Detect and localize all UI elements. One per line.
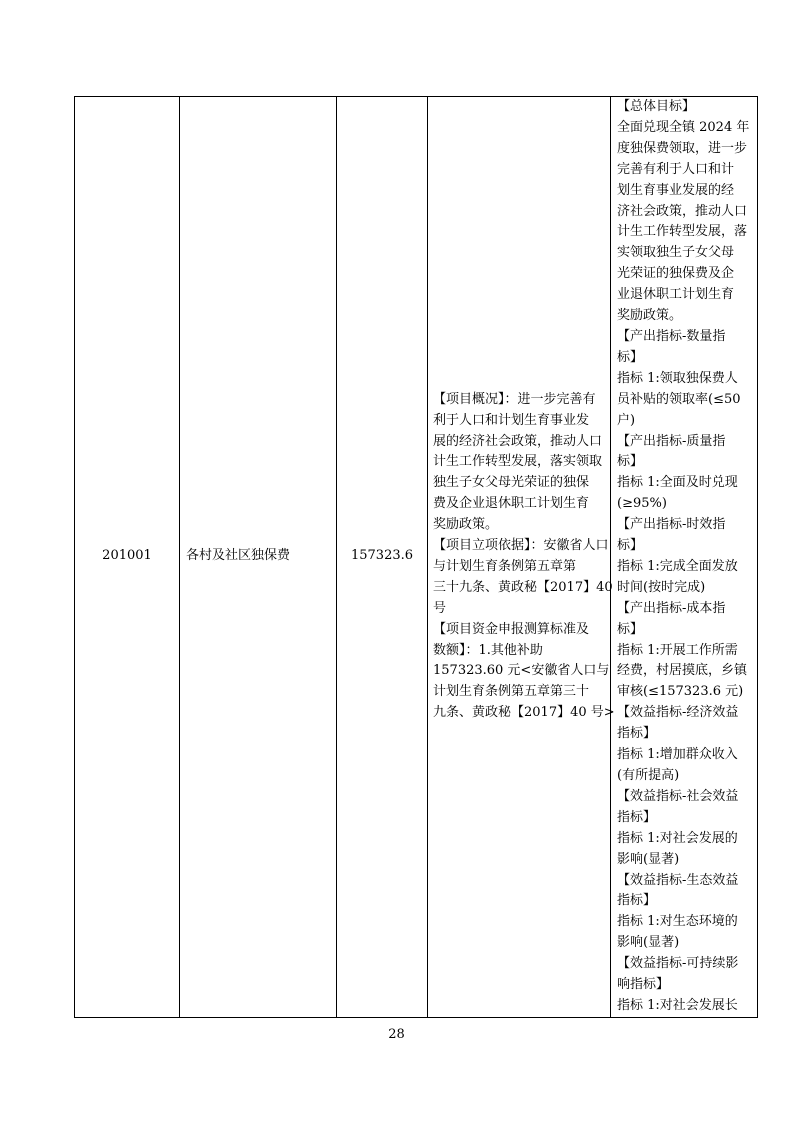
overview-line: 【项目立项依据】：安徽省人口 <box>433 538 609 554</box>
overview-line: 157323.60 元<安徽省人口与 <box>433 663 610 679</box>
performance-goals-cell <box>611 97 758 1018</box>
goal-line: 【效益指标-社会效益 <box>617 788 739 804</box>
goal-line: 指标 1:对生态环境的 <box>617 914 738 930</box>
goal-line: 【产出指标-数量指 <box>617 328 726 344</box>
project-name-cell: 各村及社区独保费 <box>180 97 337 1018</box>
goal-line: 济社会政策，推动人口 <box>617 203 748 219</box>
goal-line: 【产出指标-成本指 <box>617 600 726 616</box>
overview-line: 【项目概况】：进一步完善有 <box>433 391 596 407</box>
goal-line: 业退休职工计划生育 <box>617 287 735 303</box>
overview-line: 计生工作转型发展，落实领取 <box>433 454 603 470</box>
performance-goals-text <box>611 97 757 1017</box>
goal-line: 【效益指标-经济效益 <box>617 705 739 721</box>
project-code-cell: 201001 <box>75 97 180 1018</box>
goal-line: 标】 <box>617 621 644 637</box>
overview-line: 独生子女父母光荣证的独保 <box>433 475 590 491</box>
overview-line: 利于人口和计划生育事业发 <box>433 412 590 428</box>
goal-line: 实领取独生子女父母 <box>617 245 735 261</box>
project-overview-cell <box>428 97 615 1018</box>
goal-line: 标】 <box>617 538 644 554</box>
goal-line: 指标 1:对社会发展长 <box>617 997 738 1013</box>
page-number: 28 <box>388 1027 405 1042</box>
goal-line: 【总体目标】 <box>617 99 696 114</box>
goal-line: (有所提高) <box>617 768 680 783</box>
goal-line: 影响(显著) <box>617 851 680 867</box>
goal-line: 光荣证的独保费及企 <box>617 266 735 282</box>
goal-line: 【产出指标-质量指 <box>617 433 726 449</box>
goal-line: 计生工作转型发展，落 <box>617 224 748 240</box>
goal-line: 审核(≤157323.6 元) <box>617 684 744 700</box>
overview-line: 费及企业退休职工计划生育 <box>433 496 590 512</box>
goal-line: 时间(按时完成) <box>617 579 706 595</box>
goal-line: 员补贴的领取率(≤50 <box>617 391 741 407</box>
overview-line: 九条、黄政秘【2017】40 号> <box>433 705 615 721</box>
overview-line: 奖励政策。 <box>433 517 499 533</box>
project-overview-text <box>428 390 615 725</box>
goal-line: 度独保费领取，进一步 <box>617 140 748 156</box>
amount-cell: 157323.6 <box>337 97 428 1018</box>
goal-line: 经费，村居摸底，乡镇 <box>617 663 748 679</box>
goal-line: 【效益指标-生态效益 <box>617 872 739 888</box>
goal-line: 响指标】 <box>617 977 670 993</box>
goal-line: (≥95%) <box>617 496 667 512</box>
goal-line: 指标 1:对社会发展的 <box>617 830 738 846</box>
overview-line: 数额】：1.其他补助 <box>433 642 543 658</box>
goal-line: 影响(显著) <box>617 935 680 951</box>
goal-line: 划生育事业发展的经 <box>617 182 735 198</box>
budget-table <box>74 96 758 1018</box>
goal-line: 指标】 <box>617 893 657 909</box>
overview-line: 【项目资金申报测算标准及 <box>433 621 590 637</box>
overview-line: 计划生育条例第五章第三十 <box>433 684 590 700</box>
goal-line: 标】 <box>617 454 644 470</box>
goal-line: 奖励政策。 <box>617 308 683 324</box>
goal-line: 指标 1:完成全面发放 <box>617 558 738 574</box>
goal-line: 指标 1:领取独保费人 <box>617 370 738 386</box>
goal-line: 指标】 <box>617 809 657 825</box>
overview-line: 号 <box>433 600 447 616</box>
overview-line: 与计划生育条例第五章第 <box>433 558 577 574</box>
goal-line: 【产出指标-时效指 <box>617 517 726 533</box>
goal-line: 标】 <box>617 349 644 365</box>
overview-line: 三十九条、黄政秘【2017】40 <box>433 579 613 595</box>
goal-line: 指标 1:开展工作所需 <box>617 642 738 658</box>
goal-line: 【效益指标-可持续影 <box>617 956 739 972</box>
table-row <box>75 97 758 1018</box>
goal-line: 指标 1:增加群众收入 <box>617 747 738 763</box>
goal-line: 全面兑现全镇 2024 年 <box>617 119 750 135</box>
goal-line: 完善有利于人口和计 <box>617 161 735 177</box>
goal-line: 户) <box>617 412 636 428</box>
goal-line: 指标 1:全面及时兑现 <box>617 475 738 491</box>
overview-line: 展的经济社会政策，推动人口 <box>433 433 603 449</box>
goal-line: 指标】 <box>617 726 657 742</box>
